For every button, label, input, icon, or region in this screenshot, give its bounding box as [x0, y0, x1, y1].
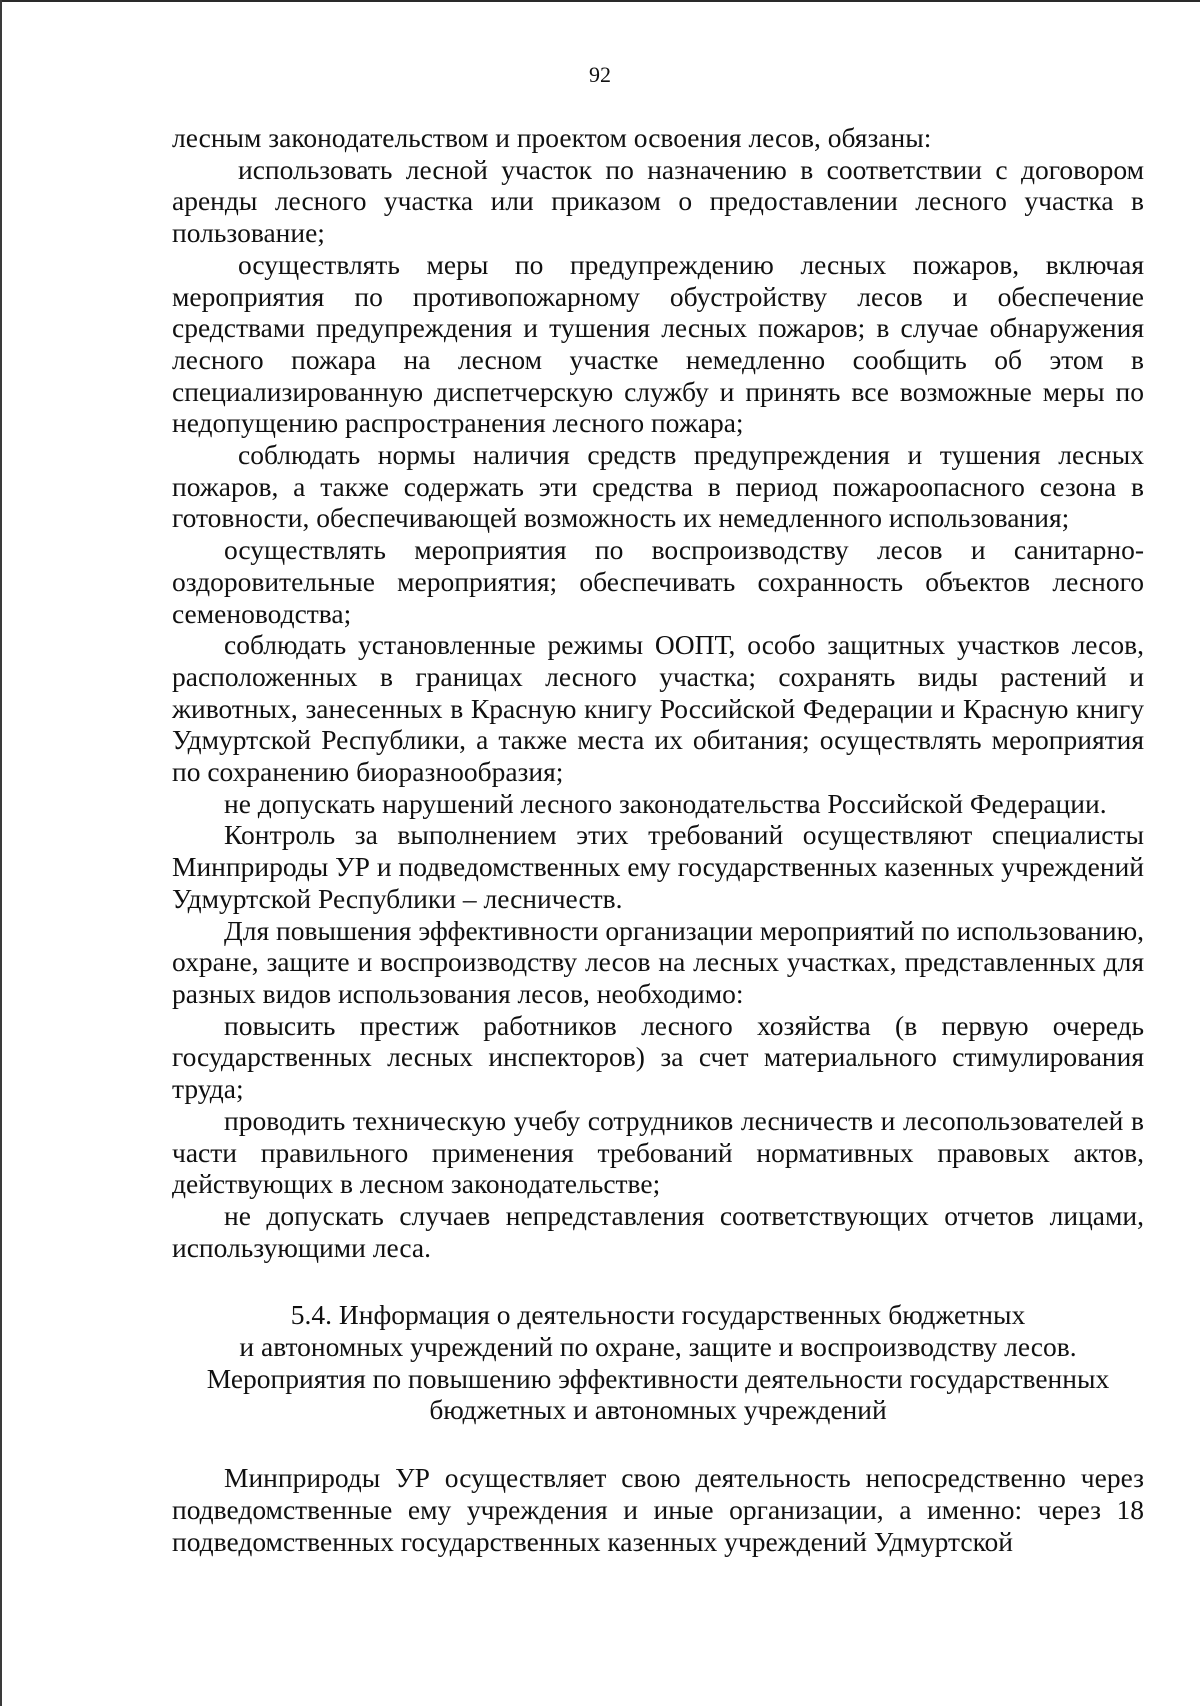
paragraph: использовать лесной участок по назначению в соответствии с договором аренды лесного участка или приказом о предоставлении лесного участка в пользование;	[172, 153, 1144, 249]
paragraph: Контроль за выполнением этих требований осуществляют специалисты Минприроды УР и подведомственных ему государственных казенных учреждений Удмуртской Республики – лесничеств.	[172, 819, 1144, 914]
page-number: 92	[589, 62, 611, 87]
paragraph: соблюдать нормы наличия средств предупреждения и тушения лесных пожаров, а также содержать эти средства в период пожароопасного сезона в готовности, обеспечивающей возможность их немедленного использования;	[172, 439, 1144, 534]
paragraph: не допускать случаев непредставления соответствующих отчетов лицами, использующими леса.	[172, 1199, 1144, 1263]
section-heading	[172, 1299, 1144, 1426]
paragraph: повысить престиж работников лесного хозяйства (в первую очередь государственных лесных инспекторов) за счет материального стимулирования труда;	[172, 1009, 1144, 1105]
scan-edge-top	[0, 0, 1200, 2]
paragraph: лесным законодательством и проектом освоения лесов, обязаны:	[172, 122, 932, 153]
paragraph: Минприроды УР осуществляет свою деятельность непосредственно через подведомственные ему учреждения и иные организации, а именно: через 18 подведомственных государственных казенных учреждений Удмуртской	[172, 1462, 1144, 1557]
document-body	[172, 122, 1144, 1557]
section-heading-line: и автономных учреждений по охране, защите и воспроизводству лесов.	[239, 1331, 1077, 1363]
section-heading-line: бюджетных и автономных учреждений	[429, 1394, 887, 1426]
section-heading-line: 5.4. Информация о деятельности государственных бюджетных	[290, 1299, 1026, 1331]
paragraph: соблюдать установленные режимы ООПТ, особо защитных участков лесов, расположенных в границах лесного участка; сохранять виды растений и животных, занесенных в Красную книгу Российской Федерации и Красную книгу Удмуртской Республики, а также места их обитания; осуществлять мероприятия по сохранению биоразнообразия;	[172, 629, 1144, 788]
paragraph: не допускать нарушений лесного законодательства Российской Федерации.	[224, 787, 1107, 819]
paragraph: Для повышения эффективности организации мероприятий по использованию, охране, защите и воспроизводству лесов на лесных участках, представленных для разных видов использования лесов, необходимо:	[172, 914, 1144, 1009]
paragraph: проводить техническую учебу сотрудников лесничеств и лесопользователей в части правильного применения требований нормативных правовых актов, действующих в лесном законодательстве;	[172, 1104, 1144, 1200]
paragraph: осуществлять меры по предупреждению лесных пожаров, включая мероприятия по противопожарному обустройству лесов и обеспечение средствами предупреждения и тушения лесных пожаров; в случае обнаружения лесного пожара на лесном участке немедленно сообщить об этом в специализированную диспетчерскую службу и принять все возможные меры по недопущению распространения лесного пожара;	[172, 248, 1144, 439]
section-heading-line: Мероприятия по повышению эффективности деятельности государственных	[206, 1362, 1110, 1394]
scan-edge-left	[0, 0, 2, 1706]
paragraph: осуществлять мероприятия по воспроизводству лесов и санитарно-оздоровительные мероприятия; обеспечивать сохранность объектов лесного семеноводства;	[172, 534, 1144, 629]
